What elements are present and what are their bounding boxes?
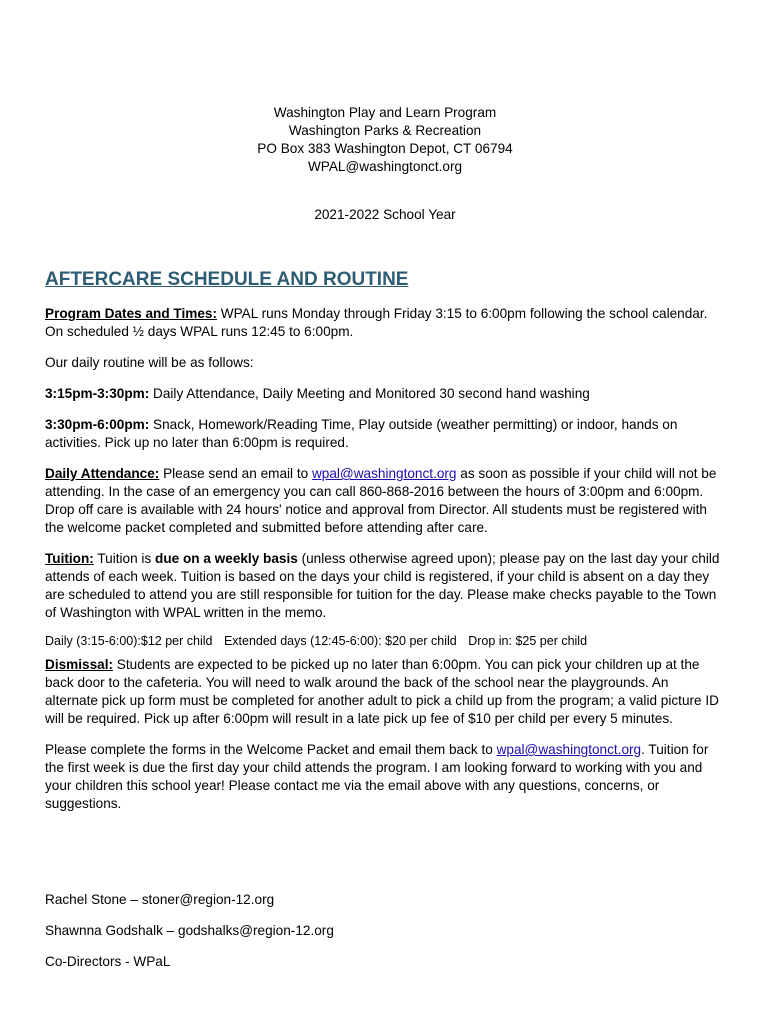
dismissal-label: Dismissal: (45, 657, 114, 672)
signature-shawnna: Shawnna Godshalk – godshalks@region-12.org (45, 923, 334, 938)
program-dates-label: Program Dates and Times: (45, 306, 217, 321)
letterhead (0, 104, 770, 176)
attendance-text-before: Please send an email to (159, 466, 312, 481)
signature-title: Co-Directors - WPaL (45, 954, 171, 969)
document-body (45, 305, 725, 826)
attendance-email-link[interactable]: wpal@washingtonct.org (311, 466, 457, 481)
tuition-text-2: (unless otherwise agreed upon); please pay on the last day your child attends of each week. Tuition is based on the days your child is registered, if your child is absent on a day they are scheduled to attend you are still responsible for tuition for the day. Please make checks payable to the Town of Washington with WPAL written in the memo. (45, 551, 720, 620)
tuition-text-1: Tuition is (93, 551, 156, 566)
tuition-label: Tuition: (45, 551, 94, 566)
closing-text-after: . Tuition for the first week is due the first day your child attends the program. I am looking forward to working with you and your children this school year! Please contact me via the email above with any questions, concerns, or suggestions. (45, 742, 709, 811)
attendance-paragraph (45, 465, 725, 537)
routine-1-text: Daily Attendance, Daily Meeting and Monitored 30 second hand washing (149, 386, 590, 401)
school-year: 2021-2022 School Year (314, 207, 456, 222)
rate-extended: Extended days (12:45-6:00): $20 per child (223, 634, 457, 648)
tuition-bold: due on a weekly basis (155, 551, 298, 566)
signature-rachel: Rachel Stone – stoner@region-12.org (45, 892, 275, 907)
attendance-label: Daily Attendance: (45, 466, 160, 481)
program-dates-paragraph (45, 305, 725, 341)
rates-line (45, 632, 725, 650)
routine-2-text: Snack, Homework/Reading Time, Play outside (weather permitting) or indoor, hands on activities. Pick up no later than 6:00pm is required. (45, 417, 678, 450)
rate-daily: Daily (3:15-6:00):$12 per child (45, 634, 213, 648)
department-name: Washington Parks & Recreation (288, 123, 482, 138)
routine-item-1 (45, 385, 725, 403)
program-name: Washington Play and Learn Program (273, 105, 497, 120)
closing-text-before: Please complete the forms in the Welcome Packet and email them back to (45, 742, 497, 757)
dismissal-text: Students are expected to be picked up no later than 6:00pm. You can pick your children up at the back door to the cafeteria. You will need to walk around the back of the school near the playgrounds. An alternate pick up form must be completed for another adult to pick a child up from the program; a valid picture ID will be required. Pick up after 6:00pm will result in a late pick up fee of $10 per child per every 5 minutes. (45, 657, 719, 726)
routine-intro: Our daily routine will be as follows: (45, 355, 254, 370)
page-title: AFTERCARE SCHEDULE AND ROUTINE (45, 269, 409, 290)
header-email: WPAL@washingtonct.org (307, 159, 463, 174)
rate-dropin: Drop in: $25 per child (468, 634, 588, 648)
tuition-paragraph (45, 550, 725, 622)
dismissal-paragraph (45, 656, 725, 728)
routine-2-time: 3:30pm-6:00pm: (45, 417, 150, 432)
routine-item-2 (45, 416, 725, 452)
closing-email-link[interactable]: wpal@washingtonct.org (496, 742, 642, 757)
mailing-address: PO Box 383 Washington Depot, CT 06794 (257, 141, 513, 156)
routine-1-time: 3:15pm-3:30pm: (45, 386, 150, 401)
closing-paragraph (45, 741, 725, 813)
program-dates-text: WPAL runs Monday through Friday 3:15 to 6:00pm following the school calendar. On scheduled ½ days WPAL runs 12:45 to 6:00pm. (45, 306, 708, 339)
attendance-text-after: as soon as possible if your child will not be attending. In the case of an emergency you can call 860-868-2016 between the hours of 3:00pm and 6:00pm. Drop off care is available with 24 hours' notice and approval from Director. All students must be registered with the welcome packet completed and submitted before attending after care. (45, 466, 717, 535)
